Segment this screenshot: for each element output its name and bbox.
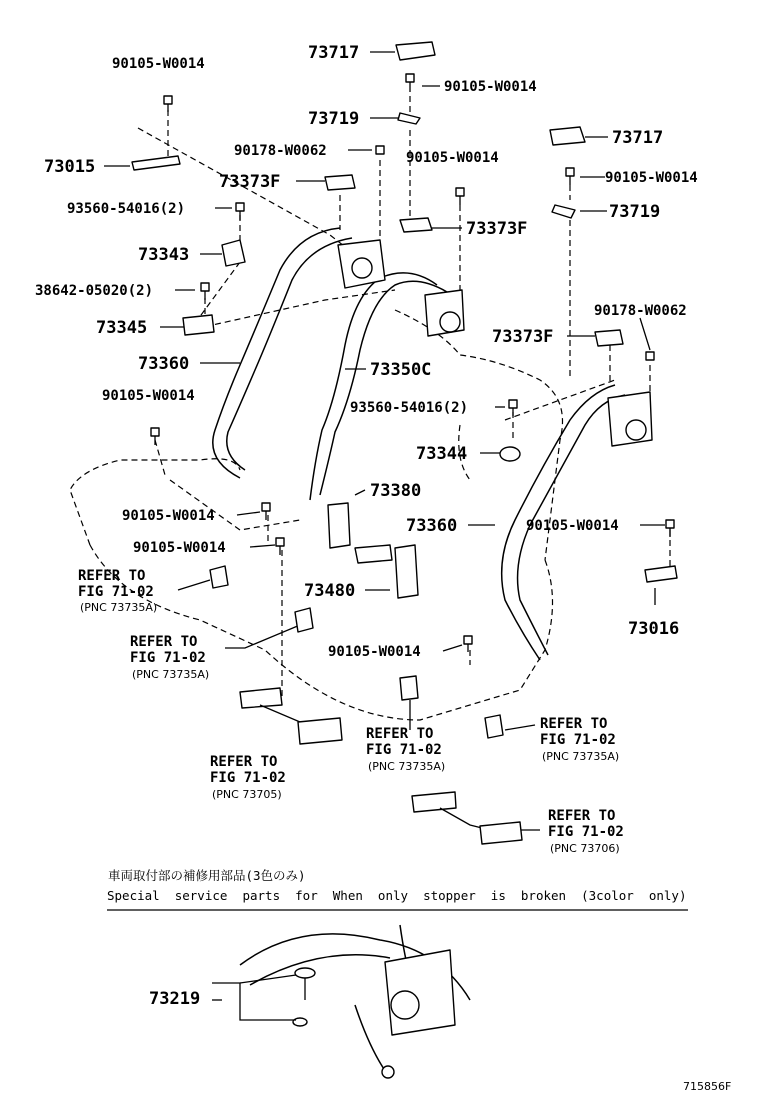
svg-text:(PNC 73735A): (PNC 73735A)	[132, 668, 210, 681]
svg-text:FIG 71-02: FIG 71-02	[366, 742, 442, 758]
label-90178a: 90178-W0062	[234, 143, 327, 159]
label-73373Fc: 73373F	[492, 327, 554, 347]
svg-text:(PNC 73735A): (PNC 73735A)	[542, 750, 620, 763]
label-73219: 73219	[149, 989, 201, 1009]
label-90105e: 90105-W0014	[102, 388, 195, 404]
label-90105a: 90105-W0014	[112, 56, 205, 72]
label-73719a: 73719	[308, 109, 360, 129]
label-90105h: 90105-W0014	[133, 540, 226, 556]
label-73360b: 73360	[406, 516, 458, 536]
refer-callout-5	[540, 716, 619, 763]
part-labels	[35, 43, 698, 1009]
svg-text:(PNC 73735A): (PNC 73735A)	[368, 760, 446, 773]
svg-text:(PNC 73706): (PNC 73706)	[550, 842, 620, 855]
svg-text:FIG 71-02: FIG 71-02	[210, 770, 286, 786]
refer-callout-2	[130, 634, 209, 681]
svg-text:REFER TO: REFER TO	[210, 754, 278, 770]
svg-text:(PNC 73735A): (PNC 73735A)	[80, 601, 158, 614]
label-90105g: 90105-W0014	[526, 518, 619, 534]
svg-text:FIG 71-02: FIG 71-02	[130, 650, 206, 666]
label-90105c: 90105-W0014	[406, 150, 499, 166]
label-73380: 73380	[370, 481, 422, 501]
cover-73717a	[396, 42, 435, 60]
label-73480: 73480	[304, 581, 356, 601]
label-73373Fa: 73373F	[219, 172, 281, 192]
label-73343: 73343	[138, 245, 190, 265]
refer-callout-1	[78, 568, 157, 614]
label-90105b: 90105-W0014	[444, 79, 537, 95]
label-73717b: 73717	[612, 128, 664, 148]
svg-text:REFER TO: REFER TO	[366, 726, 434, 742]
svg-text:REFER TO: REFER TO	[540, 716, 608, 732]
label-73719b: 73719	[609, 202, 661, 222]
label-73345: 73345	[96, 318, 148, 338]
label-73350C: 73350C	[370, 360, 432, 380]
figure-id: 715856F	[683, 1080, 732, 1093]
svg-text:FIG 71-02: FIG 71-02	[78, 584, 154, 600]
refer-callout-3	[210, 754, 286, 801]
label-90105d: 90105-W0014	[605, 170, 698, 186]
svg-text:(PNC 73705): (PNC 73705)	[212, 788, 282, 801]
svg-text:FIG 71-02: FIG 71-02	[548, 824, 624, 840]
label-90105f: 90105-W0014	[122, 508, 215, 524]
label-73016: 73016	[628, 619, 680, 639]
label-73344: 73344	[416, 444, 468, 464]
label-93560b: 93560-54016(2)	[350, 400, 469, 416]
label-73373Fb: 73373F	[466, 219, 528, 239]
label-73717a: 73717	[308, 43, 360, 63]
label-90178b: 90178-W0062	[594, 303, 687, 319]
svg-text:REFER TO: REFER TO	[548, 808, 616, 824]
label-90105i: 90105-W0014	[328, 644, 421, 660]
label-73015: 73015	[44, 157, 96, 177]
label-73360a: 73360	[138, 354, 190, 374]
label-38642: 38642-05020(2)	[35, 283, 154, 299]
refer-callout-6	[548, 808, 624, 855]
svg-text:REFER TO: REFER TO	[130, 634, 198, 650]
label-93560a: 93560-54016(2)	[67, 201, 186, 217]
svg-text:REFER TO: REFER TO	[78, 568, 146, 584]
service-note-english: Special service parts for When only stopper is broken (3color only)	[107, 888, 687, 903]
refer-callout-4	[366, 726, 445, 773]
part-shapes	[132, 42, 680, 1078]
service-note-japanese: 車両取付部の補修用部品(3色のみ)	[108, 868, 306, 883]
svg-text:FIG 71-02: FIG 71-02	[540, 732, 616, 748]
